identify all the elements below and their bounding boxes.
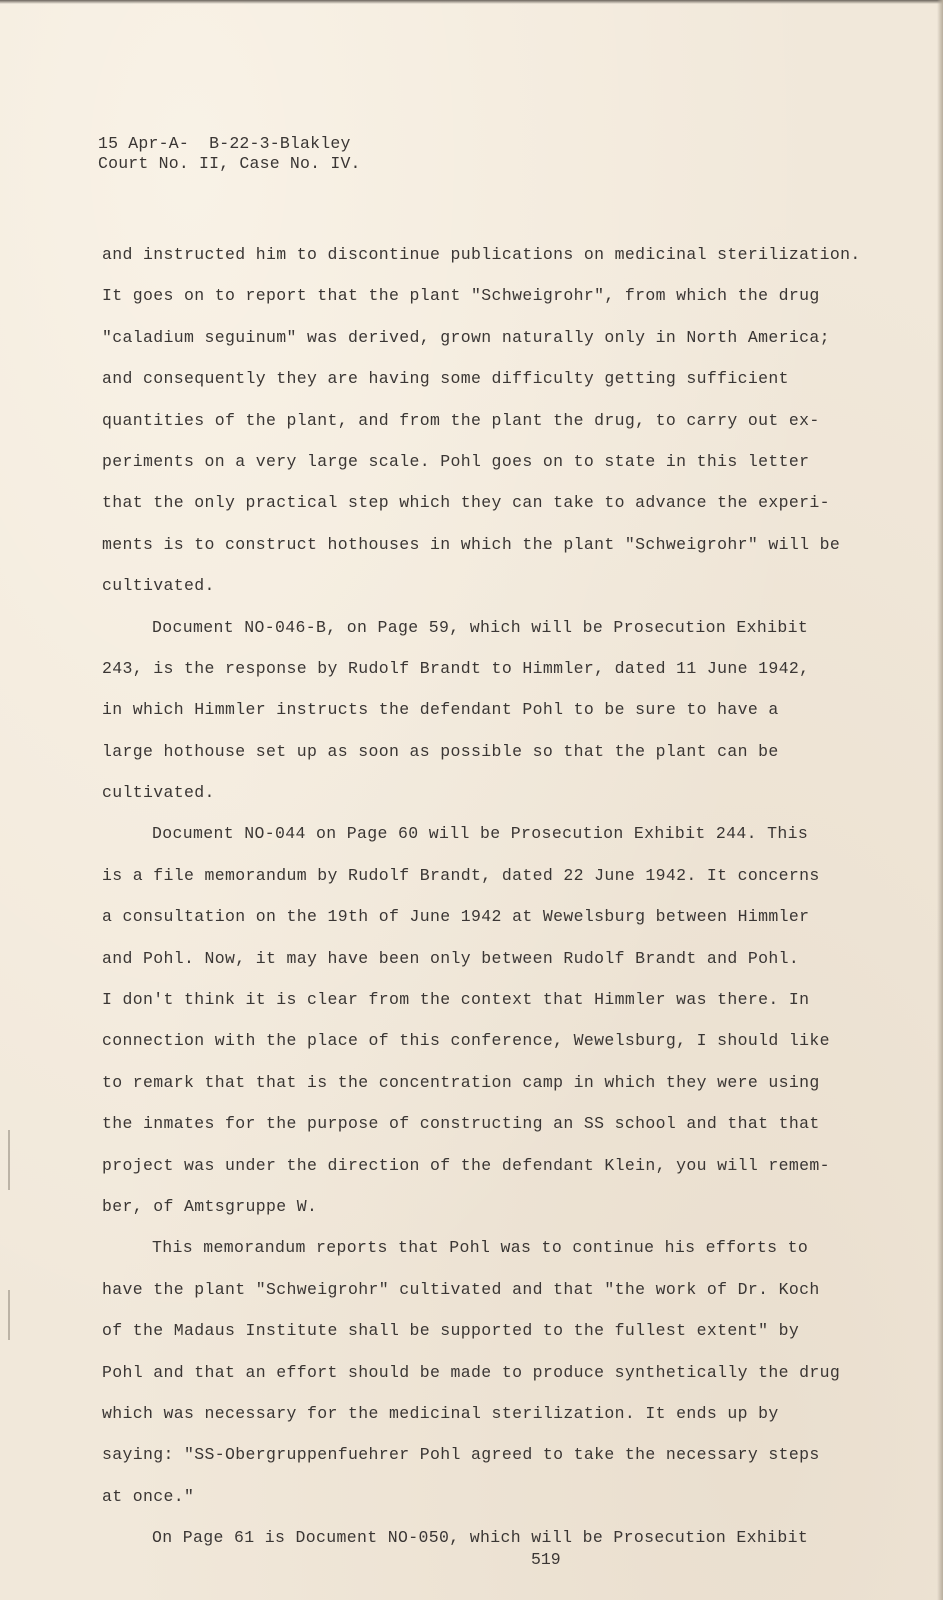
margin-mark	[8, 1130, 10, 1190]
text-line: Document NO-044 on Page 60 will be Prosecution Exhibit 244. This	[152, 824, 809, 844]
text-line: It goes on to report that the plant "Schweigrohr", from which the drug	[102, 286, 820, 306]
text-line: periments on a very large scale. Pohl goes on to state in this letter	[102, 451, 810, 471]
page-right-edge	[937, 0, 943, 1600]
text-line: Document NO-046-B, on Page 59, which will be Prosecution Exhibit	[152, 617, 809, 637]
paragraph	[102, 1517, 862, 1558]
text-line: cultivated.	[102, 576, 215, 596]
text-line: a consultation on the 19th of June 1942 at Wewelsburg between Himmler	[102, 907, 810, 927]
text-line: 243, is the response by Rudolf Brandt to Himmler, dated 11 June 1942,	[102, 658, 810, 678]
page-number: 519	[531, 1550, 561, 1569]
text-line: This memorandum reports that Pohl was to continue his efforts to	[152, 1238, 809, 1258]
text-line: the inmates for the purpose of constructing an SS school and that that	[102, 1114, 820, 1134]
paragraph	[102, 1227, 862, 1517]
page-top-edge	[0, 0, 943, 4]
text-line: that the only practical step which they can take to advance the experi-	[102, 493, 830, 513]
text-line: of the Madaus Institute shall be supported to the fullest extent" by	[102, 1321, 800, 1341]
text-line: I don't think it is clear from the context that Himmler was there. In	[102, 990, 810, 1010]
text-line: large hothouse set up as soon as possible so that the plant can be	[102, 741, 779, 761]
text-line: "caladium seguinum" was derived, grown naturally only in North America;	[102, 327, 830, 347]
text-line: which was necessary for the medicinal sterilization. It ends up by	[102, 1403, 779, 1423]
text-line: saying: "SS-Obergruppenfuehrer Pohl agreed to take the necessary steps	[102, 1445, 820, 1465]
text-line: project was under the direction of the defendant Klein, you will remem-	[102, 1155, 830, 1175]
text-line: and instructed him to discontinue publications on medicinal sterilization.	[102, 245, 861, 264]
text-line: On Page 61 is Document NO-050, which will be Prosecution Exhibit	[152, 1528, 809, 1548]
transcript-body	[102, 234, 862, 1559]
text-line: Pohl and that an effort should be made to produce synthetically the drug	[102, 1362, 841, 1382]
transcript-header	[98, 134, 361, 174]
paragraph	[102, 234, 862, 607]
text-line: connection with the place of this conference, Wewelsburg, I should like	[102, 1031, 830, 1051]
text-line: is a file memorandum by Rudolf Brandt, dated 22 June 1942. It concerns	[102, 865, 820, 885]
text-line: have the plant "Schweigrohr" cultivated and that "the work of Dr. Koch	[102, 1279, 820, 1299]
text-line: and consequently they are having some difficulty getting sufficient	[102, 369, 789, 389]
margin-mark	[8, 1290, 10, 1340]
text-line: at once."	[102, 1486, 195, 1506]
header-session-line: 15 Apr-A- B-22-3-Blakley	[98, 134, 351, 153]
text-line: to remark that that is the concentration camp in which they were using	[102, 1072, 820, 1092]
paragraph	[102, 813, 862, 1227]
paragraph	[102, 607, 862, 814]
text-line: in which Himmler instructs the defendant Pohl to be sure to have a	[102, 700, 779, 720]
header-court-line: Court No. II, Case No. IV.	[98, 154, 361, 173]
text-line: ber, of Amtsgruppe W.	[102, 1196, 318, 1216]
text-line: quantities of the plant, and from the plant the drug, to carry out ex-	[102, 410, 820, 430]
text-line: and Pohl. Now, it may have been only between Rudolf Brandt and Pohl.	[102, 948, 800, 968]
text-line: cultivated.	[102, 783, 215, 803]
text-line: ments is to construct hothouses in which the plant "Schweigrohr" will be	[102, 534, 841, 554]
